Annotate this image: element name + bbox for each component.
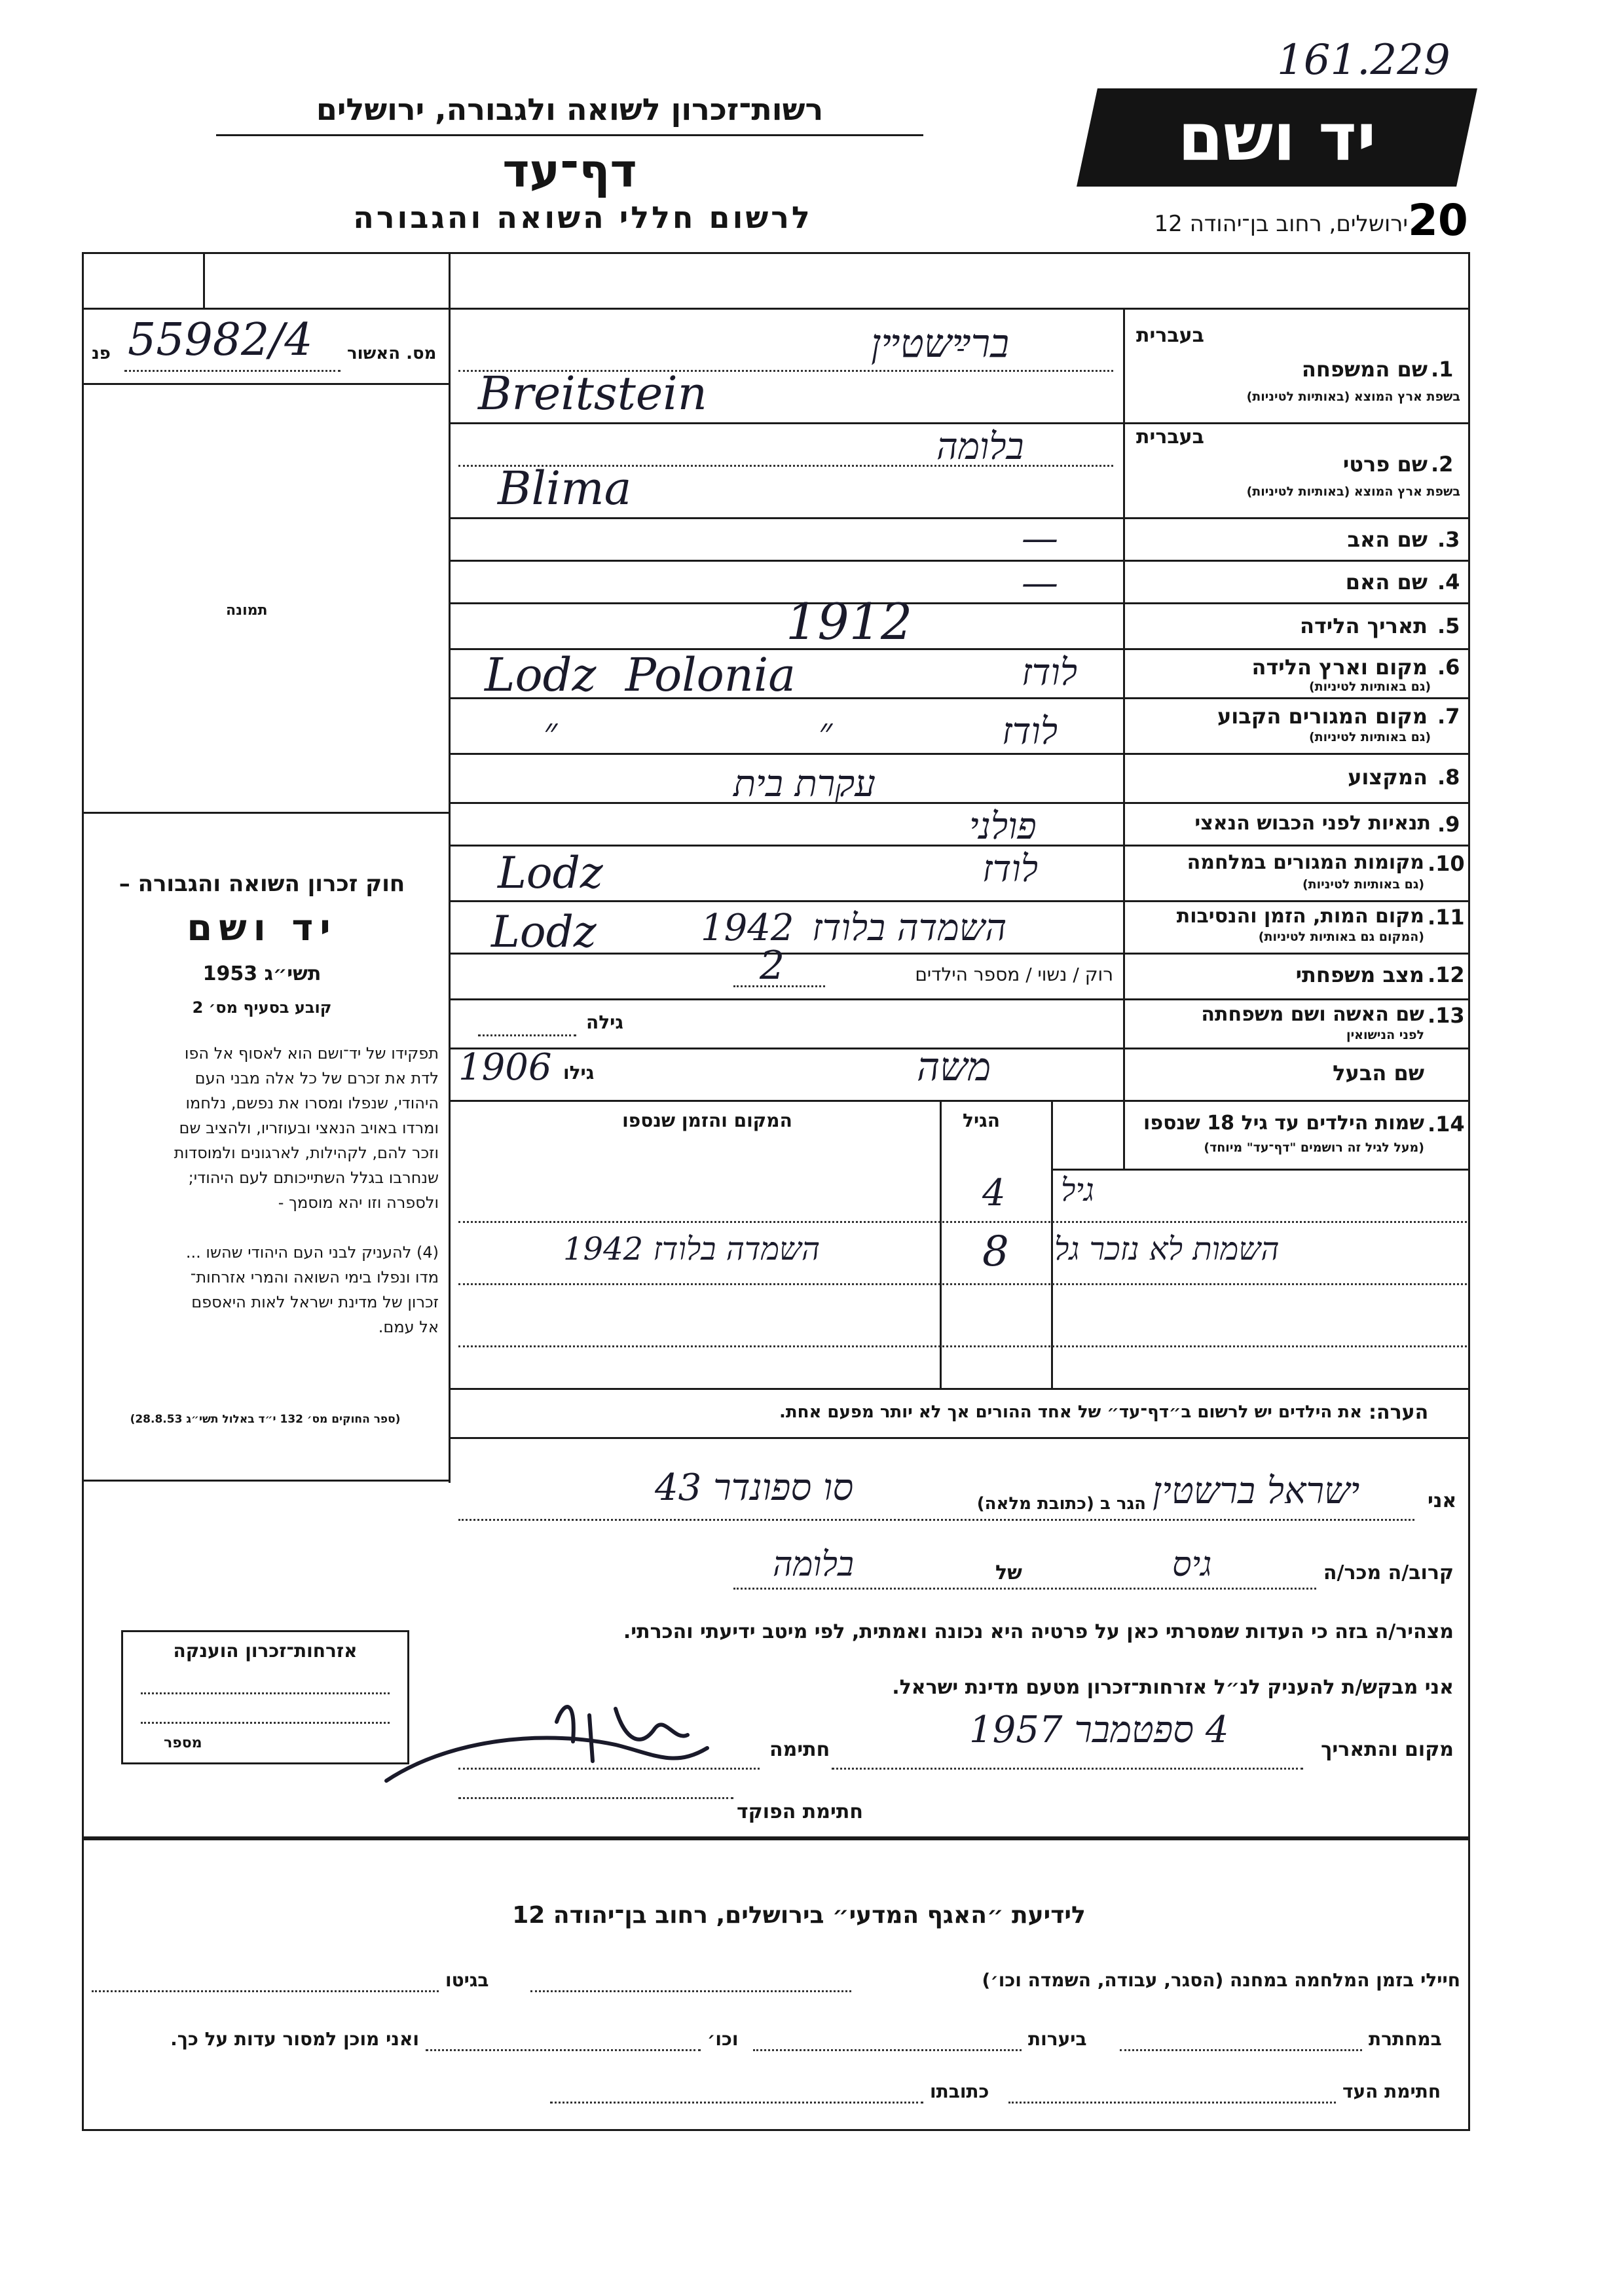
surname-latin: Breitstein bbox=[478, 367, 707, 420]
mother-name: — bbox=[1022, 562, 1058, 604]
father-name: — bbox=[1022, 517, 1058, 560]
field-8-label: המקצוע bbox=[1348, 765, 1428, 790]
law-name: יד ושם bbox=[187, 907, 337, 949]
firstname-hebrew: בלומה bbox=[936, 426, 1024, 468]
row-rule bbox=[449, 998, 1470, 1000]
residence-ditto-1: ״ bbox=[544, 710, 558, 753]
row-rule bbox=[449, 753, 1470, 755]
declaration-text: מצהיר/ה בזה כי העדות שמסרתי כאן על פרטיה היא נכונה ואמתית, לפי מיטב ידיעתי והכרתי. bbox=[623, 1620, 1454, 1643]
children-col-divider bbox=[940, 1100, 942, 1388]
child-1-name: גיל bbox=[1061, 1172, 1094, 1209]
declarant-name: ישראל ברשטין bbox=[1153, 1470, 1360, 1512]
field-6-sub: (גם באותיות לטיניות) bbox=[1308, 680, 1431, 694]
declarant-signature bbox=[367, 1683, 733, 1807]
stamp-title: אזרחות־זכרון הוענקה bbox=[173, 1640, 358, 1662]
label-column-divider bbox=[1123, 308, 1125, 1169]
row-rule bbox=[449, 517, 1470, 519]
field-12-label: מצב משפחתי bbox=[1295, 962, 1424, 987]
field-5-number: 5. bbox=[1437, 613, 1460, 638]
relation-label: קרוב/ה מכר/ה bbox=[1323, 1561, 1454, 1584]
footer-line2-c: וכו׳ bbox=[707, 2028, 739, 2050]
yad-vashem-logo bbox=[1077, 88, 1477, 187]
field-2-number: 2. bbox=[1431, 452, 1454, 477]
archive-number: 161.229 bbox=[1277, 36, 1450, 84]
field-6-label: מקום וארץ הלידה bbox=[1251, 655, 1428, 680]
field-13-sub: לפני הנישואין bbox=[1346, 1028, 1424, 1042]
children-count-underline bbox=[733, 985, 825, 987]
footer-rule bbox=[82, 1836, 1470, 1840]
law-text-line: ומרדו באויב הנאצי ובעוזריו, ולהציב שם bbox=[179, 1119, 439, 1137]
serial-value: 55982/4 bbox=[128, 314, 313, 366]
request-text: אני מבקש/ת להעניק לנ״ל אזרחות־זכרון מטעם מדינת ישראל. bbox=[892, 1676, 1454, 1699]
serial-label: מס. האשור bbox=[347, 344, 437, 363]
child-2-age: 8 bbox=[982, 1228, 1009, 1276]
footer-line1-field bbox=[530, 1990, 851, 1992]
footer-line2-field-b bbox=[753, 2049, 1022, 2051]
official-label: חתימת הפוקד bbox=[737, 1800, 863, 1823]
field-14-sub: (מעל לגיל זה רושמים "דף־עד" מיוחד) bbox=[1204, 1140, 1424, 1155]
field-11-sub: (המקום גם באותיות לטיניות) bbox=[1258, 930, 1424, 944]
field-8-number: 8. bbox=[1437, 765, 1460, 790]
footer-line1-field-2 bbox=[92, 1990, 439, 1992]
stamp-line bbox=[141, 1692, 390, 1694]
children-header-rule bbox=[1051, 1169, 1470, 1171]
children-age-header: הגיל bbox=[963, 1110, 1000, 1131]
note-top-rule bbox=[449, 1388, 1470, 1390]
signature-underline bbox=[458, 1768, 760, 1770]
field-3-number: 3. bbox=[1437, 527, 1460, 552]
birth-place-latin: Lodz Polonia bbox=[485, 648, 796, 702]
row-rule bbox=[449, 845, 1470, 847]
relation-underline bbox=[733, 1588, 1316, 1590]
form-title: דף־עד bbox=[502, 144, 637, 198]
footer-line2-b: ביערות bbox=[1028, 2028, 1087, 2050]
footer-notice: לידיעת ״האגף המדעי״ בירושלים, רחוב בן־יהודה 12 bbox=[512, 1902, 1086, 1929]
relation: גיס bbox=[1172, 1545, 1212, 1584]
footer-line2-d: ואני מוכן למסור עדות על כך. bbox=[170, 2028, 419, 2050]
field-11-number: 11. bbox=[1428, 905, 1465, 930]
law-text-line: ולספרה וזו יהא מוסמך - bbox=[278, 1194, 439, 1212]
law-year: תשי״ג 1953 bbox=[202, 962, 322, 985]
footer-line3-a: חתימת העד bbox=[1342, 2081, 1441, 2102]
children-col-divider bbox=[1051, 1100, 1053, 1388]
relation-of-name: בלומה bbox=[773, 1545, 854, 1584]
field-12-number: 12. bbox=[1428, 962, 1465, 987]
law-text-line: מדו ונפלו בימי השואה והמרי אזרחות־ bbox=[190, 1268, 439, 1286]
field-1-sub: בשפת ארץ המוצא (באותיות לטיניות) bbox=[1246, 390, 1460, 404]
children-place-header: המקום והזמן שנספו bbox=[622, 1110, 792, 1131]
form-subtitle: לרשום חללי השואה והגבורה bbox=[353, 200, 813, 235]
field-1-number: 1. bbox=[1431, 357, 1454, 382]
note-label: הערה: bbox=[1369, 1401, 1429, 1424]
field-5-label: תאריך הלידה bbox=[1299, 613, 1428, 638]
serial-rule bbox=[82, 383, 449, 385]
photo-label: תמונה bbox=[226, 602, 268, 619]
wife-age-label: גילה bbox=[586, 1011, 623, 1033]
frame-top-rule bbox=[82, 308, 1470, 310]
field-6-number: 6. bbox=[1437, 655, 1460, 680]
surname-hebrew: ברײַשטײן bbox=[871, 321, 1010, 367]
declarant-address: סו ספונדר 43 bbox=[655, 1467, 854, 1509]
wartime-residence-hebrew: לודז bbox=[982, 848, 1039, 890]
field-10-number: 10. bbox=[1428, 851, 1465, 876]
authority-line: רשות־זכרון לשואה ולגבורה, ירושלים bbox=[316, 92, 824, 127]
child-2-name: השמות לא נזכר גל bbox=[1054, 1231, 1280, 1267]
law-text-line: (4) להעניק לבני העם היהודי שהשו ... bbox=[185, 1243, 439, 1262]
children-row-rule bbox=[458, 1345, 1467, 1347]
field-7-number: 7. bbox=[1437, 704, 1460, 729]
husband-age-label: גילו bbox=[563, 1062, 595, 1084]
header-cell-divider bbox=[203, 252, 205, 308]
law-text-line: שנחרבו בגלל השתייכותם לעם היהודי; bbox=[188, 1169, 439, 1187]
law-source: (ספר החוקים מס׳ 132 י״ד באלול תשי״ג 28.8.53) bbox=[130, 1413, 401, 1426]
field-4-label: שם האם bbox=[1345, 570, 1428, 594]
relation-of-label: של bbox=[995, 1561, 1022, 1584]
field-11-label: מקום המות, הזמן והנסיבות bbox=[1176, 905, 1424, 928]
law-clause: קובע בסעיף מס׳ 2 bbox=[192, 998, 332, 1017]
address-mark: 20 bbox=[1408, 195, 1468, 246]
children-row-rule bbox=[458, 1283, 1467, 1285]
field-9-number: 9. bbox=[1437, 812, 1460, 837]
serial-underline bbox=[124, 370, 341, 372]
law-title: חוק זכרון השואה והגבורה – bbox=[119, 871, 405, 897]
residence-ditto-2: ״ bbox=[819, 710, 833, 753]
husband-label: שם הבעל bbox=[1333, 1061, 1424, 1085]
field-1-lang: בעברית bbox=[1136, 324, 1204, 347]
children-count: 2 bbox=[760, 943, 785, 989]
row-rule bbox=[449, 560, 1470, 562]
death-hebrew: השמדה בלודז bbox=[812, 907, 1007, 949]
field-2-lang: בעברית bbox=[1136, 426, 1204, 448]
profession: עקרת בית bbox=[733, 763, 876, 805]
law-text-line: וזכר להם, לקהילות, לארגונים ולמוסדות bbox=[174, 1144, 439, 1162]
row-rule bbox=[449, 953, 1470, 955]
children-row-rule bbox=[458, 1221, 1467, 1223]
place-date: 4 ספטמבר 1957 bbox=[969, 1709, 1229, 1751]
left-panel-divider bbox=[449, 252, 451, 1483]
field-7-sub: (גם באותיות לטיניות) bbox=[1308, 730, 1431, 744]
stamp-footer: מספר bbox=[164, 1735, 202, 1751]
place-date-label: מקום והתאריך bbox=[1321, 1738, 1454, 1761]
footer-line2-a: במחתרת bbox=[1369, 2028, 1442, 2050]
field-10-sub: (גם באותיות לטיניות) bbox=[1302, 877, 1424, 892]
footer-line1-suffix: בגיטו bbox=[445, 1969, 489, 1991]
signature-label: חתימה bbox=[769, 1738, 830, 1761]
footer-line2-field-c bbox=[426, 2049, 701, 2051]
footer-line3-field-b bbox=[550, 2102, 923, 2104]
signature-stroke bbox=[367, 1683, 733, 1807]
wartime-residence-latin: Lodz bbox=[498, 848, 603, 898]
footer-line3-field-a bbox=[1008, 2102, 1336, 2104]
field-2-label: שם פרטי bbox=[1342, 452, 1428, 477]
field-14-label: שמות הילדים עד גיל 18 שנספו bbox=[1143, 1112, 1424, 1135]
footer-line1-label: חיילי בזמן המלחמה במחנה (הסגר, עבודה, השמדה וכו׳) bbox=[982, 1969, 1460, 1991]
field-10-label: מקומות המגורים במלחמה bbox=[1187, 851, 1424, 874]
left-panel-bottom bbox=[82, 1480, 449, 1482]
place-date-underline bbox=[832, 1768, 1303, 1770]
firstname-latin: Blima bbox=[498, 462, 632, 515]
note-bottom-rule bbox=[449, 1437, 1470, 1439]
field-1-label: שם המשפחה bbox=[1301, 357, 1428, 382]
field-14-number: 14. bbox=[1428, 1112, 1465, 1137]
row-rule bbox=[449, 1100, 1470, 1102]
logo-text: יד ושם bbox=[1177, 99, 1376, 175]
stamp-line bbox=[141, 1722, 390, 1724]
law-text-line: היהודי, שנפלו ומסרו את נפשם, נלחמו bbox=[185, 1094, 439, 1112]
official-underline bbox=[458, 1797, 733, 1799]
death-latin: Lodz bbox=[491, 907, 597, 957]
field-13-number: 13. bbox=[1428, 1003, 1465, 1028]
law-text bbox=[92, 1041, 439, 1339]
law-text-line: לדת את זכרם של כל אלה מבני העם bbox=[194, 1069, 439, 1087]
prewar-activity: פולני bbox=[969, 805, 1037, 848]
birth-place-hebrew: לודז bbox=[1022, 651, 1078, 694]
row-rule bbox=[449, 900, 1470, 902]
field-9-label: תנאיות לפני הכבוש הנאצי bbox=[1194, 812, 1431, 835]
authority-underline bbox=[216, 134, 923, 136]
footer-line3-b: כתובתו bbox=[930, 2081, 989, 2102]
child-2-place-time: השמדה בלודז 1942 bbox=[563, 1231, 821, 1267]
field-2-sub: בשפת ארץ המוצא (באותיות לטיניות) bbox=[1246, 484, 1460, 499]
husband-name: משה bbox=[917, 1044, 991, 1090]
child-1-age: 4 bbox=[982, 1172, 1006, 1214]
residence-hebrew: לודז bbox=[1002, 710, 1058, 753]
declarant-address-label: הגר ב (כתובת מלאה) bbox=[976, 1494, 1146, 1514]
death-year: 1942 bbox=[701, 907, 794, 949]
field-13-label: שם האשה ושם משפחתה bbox=[1201, 1003, 1424, 1026]
birth-date: 1912 bbox=[786, 592, 913, 651]
declarant-underline bbox=[458, 1519, 1414, 1521]
law-text-line: זכרון של מדינת ישראל לאות היאספם bbox=[191, 1293, 439, 1311]
wife-age-underline bbox=[478, 1034, 576, 1036]
row-rule bbox=[449, 422, 1470, 424]
law-text-line: תפקידו של יד־ושם הוא לאסוף אל הפו bbox=[184, 1044, 439, 1063]
law-text-line: אל עמם. bbox=[378, 1318, 439, 1336]
row-rule bbox=[449, 602, 1470, 604]
photo-rule bbox=[82, 812, 449, 814]
field-3-label: שם האב bbox=[1347, 527, 1428, 552]
marital-status-label: רוק / נשוי / מספר הילדים bbox=[915, 964, 1113, 985]
row-rule bbox=[449, 802, 1470, 804]
footer-line2-field-a bbox=[1120, 2049, 1362, 2051]
field-4-number: 4. bbox=[1437, 570, 1460, 594]
note-text: את הילדים יש לרשום ב״דף־עד״ של אחד ההורים אך לא יותר מפעם אחת. bbox=[779, 1402, 1362, 1422]
field-7-label: מקום המגורים הקבוע bbox=[1217, 704, 1428, 729]
serial-suffix: פנ bbox=[92, 344, 111, 363]
husband-birth: 1906 bbox=[458, 1046, 552, 1089]
declarant-i-label: אני bbox=[1428, 1489, 1457, 1512]
address: ירושלים, רחוב בן־יהודה 12 bbox=[1154, 211, 1408, 237]
